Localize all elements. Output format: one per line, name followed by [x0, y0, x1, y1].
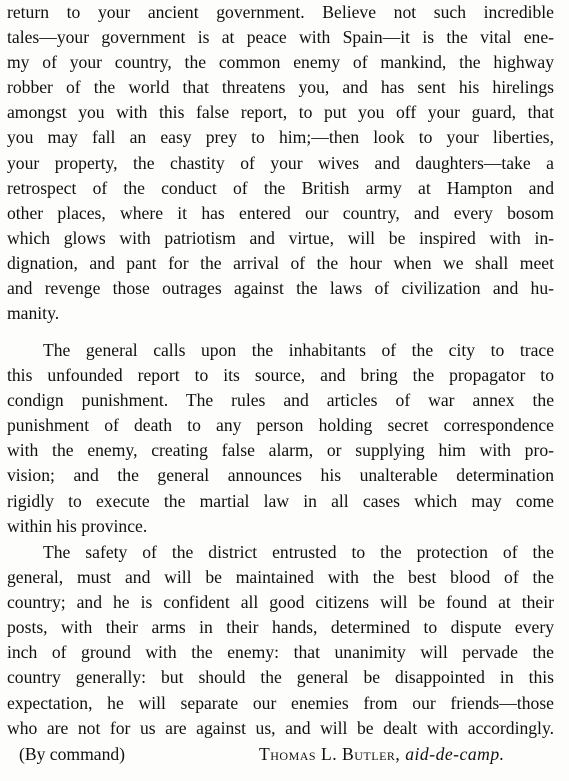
signatory: [259, 741, 505, 767]
text-line: The safety of the district entrusted to the protection of the: [43, 542, 554, 562]
text-line: you may fall an easy prey to him;—then look to your liberties,: [7, 127, 554, 148]
text-line: return to your ancient government. Believe not such incredible: [7, 2, 554, 22]
text-line: and revenge those outrages against the laws of civilization and hu-: [7, 278, 554, 299]
text-line: rigidly to execute the martial law in all cases which may come: [7, 490, 554, 511]
text-line: The general calls upon the inhabitants of the city to trace: [43, 340, 554, 360]
text-line: tales—your government is at peace with Spain—it is the vital ene-: [7, 27, 554, 48]
text-line: within his province.: [7, 515, 148, 536]
by-command-note: (By command): [19, 744, 126, 764]
text-line: inch of ground with the enemy: that unanimity will pervade the: [7, 642, 554, 663]
text-line: expectation, he will separate our enemies from our friends—those: [7, 692, 554, 713]
paragraph-2: [7, 338, 554, 539]
signatory-role: aid-de-camp.: [405, 744, 505, 764]
paragraph-3: [7, 540, 554, 741]
text-line: other places, where it has entered our country, and every bosom: [7, 202, 554, 223]
text-line: manity.: [7, 303, 60, 324]
text-line: country; and he is confident all good citizens will be found at their: [7, 592, 554, 613]
text-line: vision; and the general announces his unalterable determination: [7, 465, 554, 486]
text-line: dignation, and pant for the arrival of the hour when we shall meet: [7, 252, 554, 273]
text-line: robber of the world that threatens you, and has sent his hirelings: [7, 77, 554, 98]
text-line: retrospect of the conduct of the British army at Hampton and: [7, 177, 554, 198]
text-line: your property, the chastity of your wives and daughters—take a: [7, 152, 554, 173]
text-line: who are not for us are against us, and will be dealt with accordingly.: [7, 717, 554, 738]
text-line: punishment of death to any person holding secret correspondence: [7, 415, 554, 436]
text-line: with the enemy, creating false alarm, or supplying him with pro-: [7, 440, 554, 461]
text-line: general, must and will be maintained with the best blood of the: [7, 567, 554, 588]
text-line: country generally: but should the general be disappointed in this: [7, 667, 554, 688]
text-line: condign punishment. The rules and articles of war annex the: [7, 390, 554, 411]
text-line: this unfounded report to its source, and bring the propagator to: [7, 365, 554, 386]
text-line: posts, with their arms in their hands, determined to dispute every: [7, 617, 554, 638]
text-line: amongst you with this false report, to put you off your guard, that: [7, 102, 554, 123]
signatory-name: Thomas L. Butler,: [259, 744, 401, 764]
text-line: which glows with patriotism and virtue, will be inspired with in-: [7, 227, 554, 248]
signature-line: [19, 741, 555, 767]
paragraph-1: [7, 0, 554, 326]
text-line: my of your country, the common enemy of mankind, the highway: [7, 52, 554, 73]
